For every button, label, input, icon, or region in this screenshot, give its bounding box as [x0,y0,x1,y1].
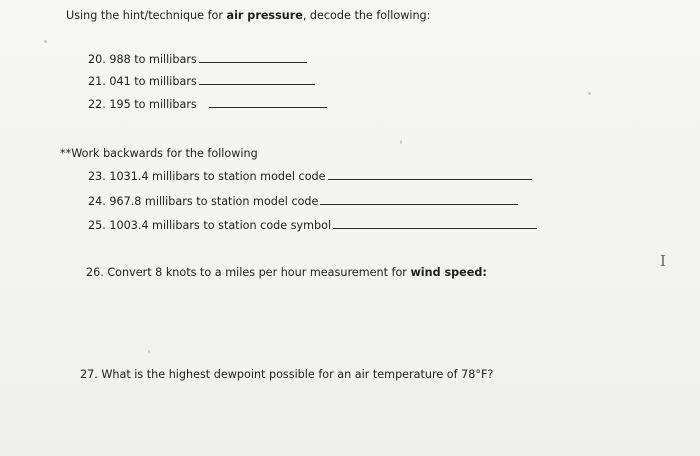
instruction-line [66,9,430,23]
answer-line-25[interactable] [333,218,537,229]
question-23-text: 23. 1031.4 millibars to station model code [88,170,326,183]
paper-speck [400,140,402,144]
paper-speck [588,92,591,95]
paper-speck [44,40,47,43]
question-21 [88,74,315,89]
question-26-text: 26. Convert 8 knots to a miles per hour measurement for [86,266,411,279]
instruction-prefix: Using the hint/technique for [66,9,227,22]
text-cursor-icon: I [660,252,666,270]
question-27: 27. What is the highest dewpoint possible for an air temperature of 78°F? [80,368,494,381]
backwards-heading: **Work backwards for the following [60,147,258,160]
question-25-text: 25. 1003.4 millibars to station code symbol [88,219,332,232]
paper-speck [148,350,150,353]
question-25 [88,218,537,233]
answer-line-24[interactable] [320,194,518,205]
answer-line-22[interactable] [209,97,327,108]
question-21-text: 21. 041 to millibars [88,75,197,88]
question-22-text: 22. 195 to millibars [88,98,197,111]
question-24-text: 24. 967.8 millibars to station model code [88,195,319,208]
question-24 [88,194,518,209]
question-22 [88,97,327,112]
answer-line-23[interactable] [328,169,532,180]
question-20 [88,52,307,67]
question-26-emphasis: wind speed: [410,266,487,279]
question-23 [88,169,532,184]
question-26 [86,266,487,280]
answer-line-21[interactable] [199,74,315,85]
question-20-text: 20. 988 to millibars [88,53,197,66]
instruction-suffix: , decode the following: [302,9,431,22]
answer-line-20[interactable] [199,52,307,63]
instruction-emphasis: air pressure [226,9,303,22]
